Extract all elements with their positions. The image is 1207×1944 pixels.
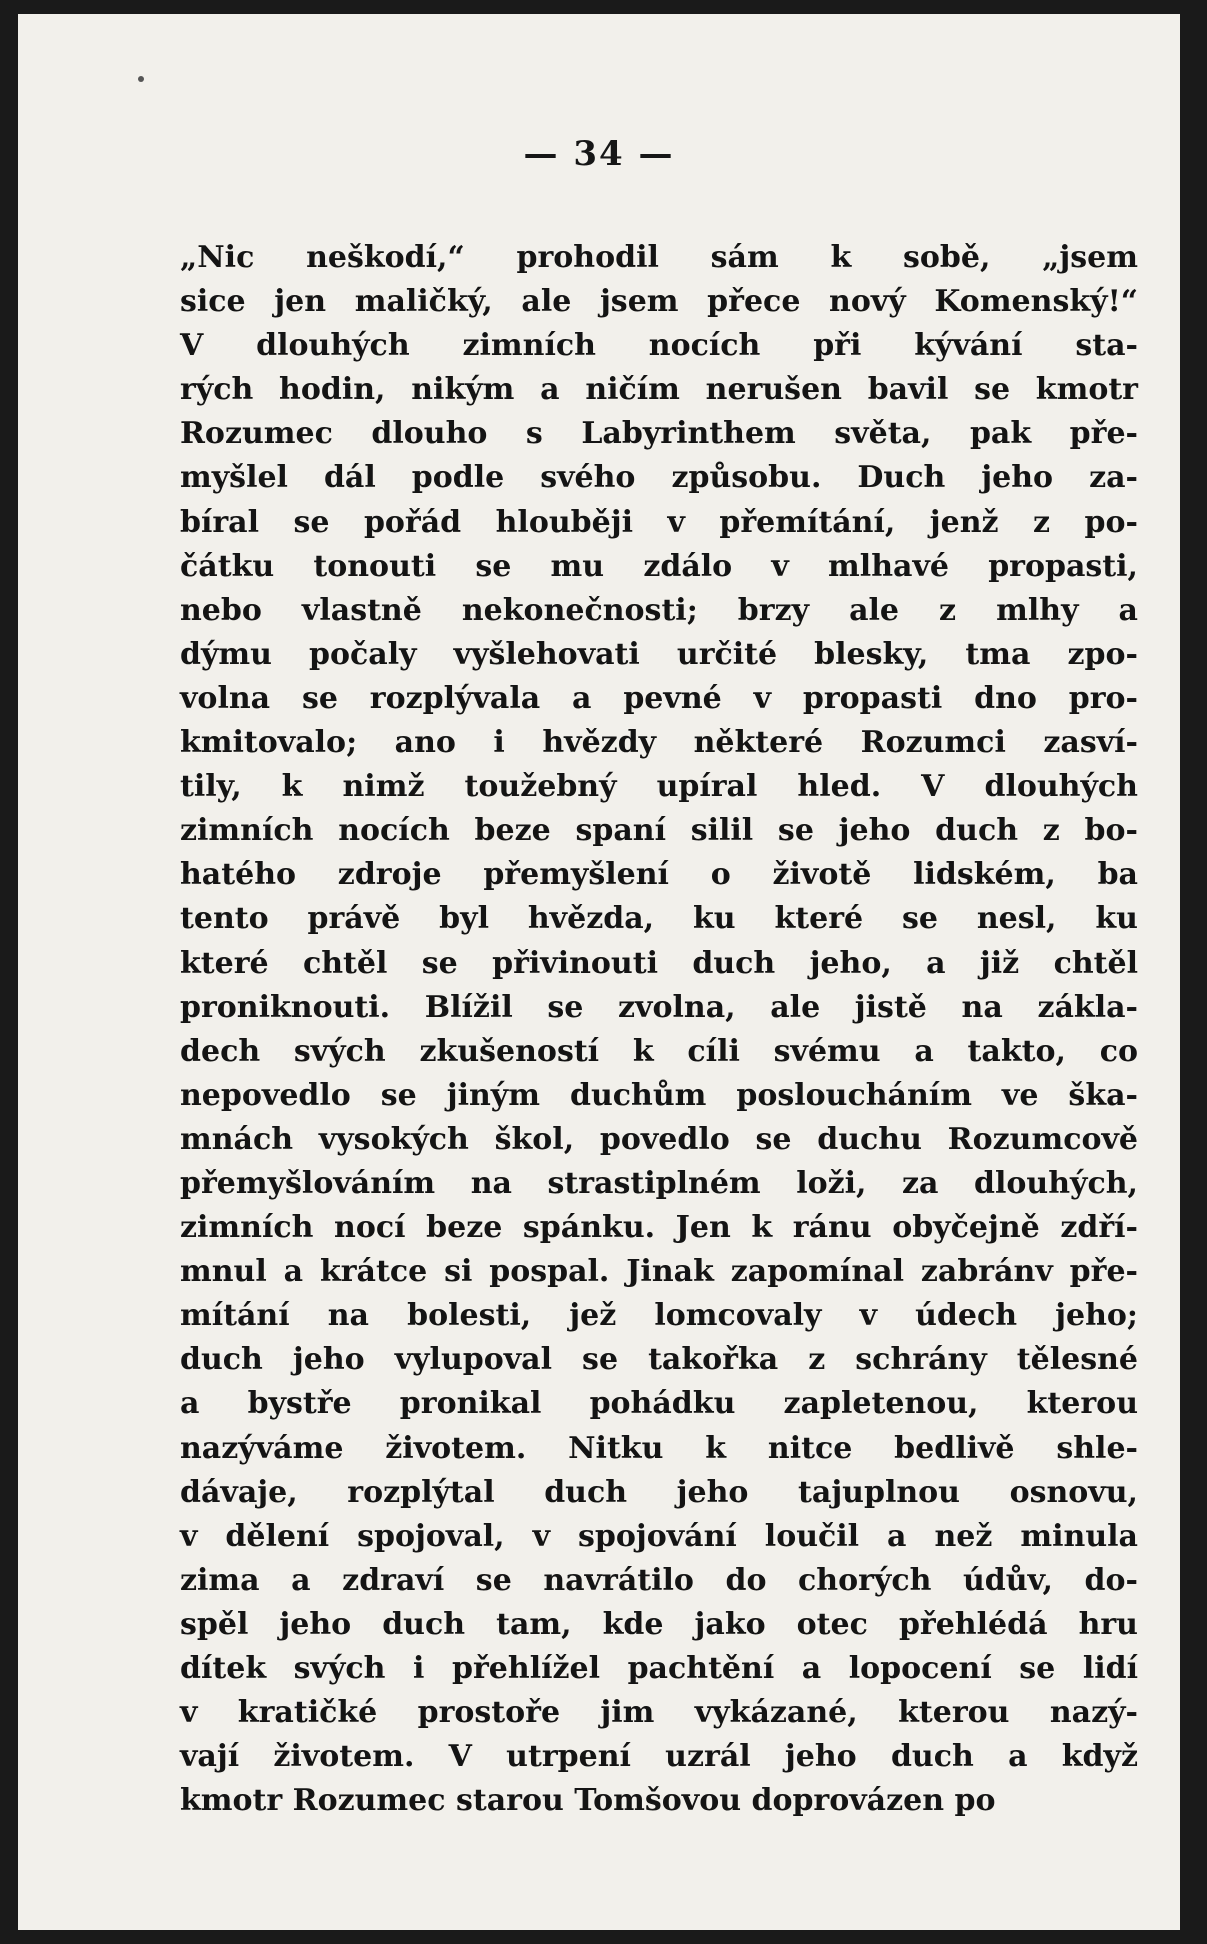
text-line: bíral se pořád hlouběji v přemítání, jenž z po-	[180, 504, 1138, 540]
text-line: mítání na bolesti, jež lomcovaly v údech jeho;	[180, 1298, 1138, 1334]
text-line: mnul a krátce si pospal. Jinak zapomínal zabránv pře-	[180, 1254, 1138, 1290]
text-line: mnách vysokých škol, povedlo se duchu Rozumcově	[180, 1121, 1138, 1157]
text-line: dech svých zkušeností k cíli svému a takto, co	[180, 1033, 1138, 1069]
book-page	[18, 14, 1180, 1930]
text-line: zima a zdraví se navrátilo do chorých údův, do-	[180, 1562, 1138, 1598]
body-text	[180, 236, 1138, 1823]
text-line: kmotr Rozumec starou Tomšovou doprovázen po	[180, 1783, 996, 1819]
text-line: vají životem. V utrpení uzrál jeho duch a když	[180, 1739, 1138, 1775]
text-line: dávaje, rozplýtal duch jeho tajuplnou osnovu,	[180, 1474, 1138, 1510]
text-line: v kratičké prostoře jim vykázané, kterou nazý-	[180, 1695, 1138, 1731]
text-line: zimních nocích beze spaní silil se jeho duch z bo-	[180, 813, 1138, 849]
text-line: nepovedlo se jiným duchům posloucháním ve ška-	[180, 1077, 1138, 1113]
text-line: proniknouti. Blížil se zvolna, ale jistě na zákla-	[180, 989, 1138, 1025]
text-line: Rozumec dlouho s Labyrinthem světa, pak pře-	[180, 416, 1138, 452]
text-line: dýmu počaly vyšlehovati určité blesky, tma zpo-	[180, 636, 1138, 672]
ink-speck	[138, 76, 144, 82]
text-line: volna se rozplývala a pevné v propasti dno pro-	[180, 680, 1138, 716]
text-line: přemyšlováním na strastiplném loži, za dlouhých,	[180, 1165, 1138, 1201]
text-line: nazýváme životem. Nitku k nitce bedlivě shle-	[180, 1430, 1138, 1466]
text-line: dítek svých i přehlížel pachtění a lopocení se lidí	[180, 1651, 1138, 1686]
text-line: spěl jeho duch tam, kde jako otec přehlédá hru	[180, 1606, 1138, 1642]
text-line: kmitovalo; ano i hvězdy některé Rozumci zasví-	[180, 725, 1138, 761]
text-line: sice jen maličký, ale jsem přece nový Komenský!“	[180, 284, 1138, 320]
text-line: V dlouhých zimních nocích při kývání sta-	[180, 328, 1138, 364]
text-line: tento právě byl hvězda, ku které se nesl, ku	[180, 901, 1138, 937]
text-line: zimních nocí beze spánku. Jen k ránu obyčejně zdří-	[180, 1210, 1138, 1246]
text-line: čátku tonouti se mu zdálo v mlhavé propasti,	[180, 548, 1138, 584]
text-line: myšlel dál podle svého způsobu. Duch jeho za-	[180, 460, 1138, 496]
text-line: duch jeho vylupoval se takořka z schrány tělesné	[180, 1342, 1138, 1378]
text-line: v dělení spojoval, v spojování loučil a než minula	[180, 1518, 1138, 1554]
text-line: nebo vlastně nekonečnosti; brzy ale z mlhy a	[180, 592, 1138, 628]
text-line: které chtěl se přivinouti duch jeho, a již chtěl	[180, 945, 1138, 981]
text-line: „Nic neškodí,“ prohodil sám k sobě, „jsem	[180, 240, 1138, 275]
text-line: rých hodin, nikým a ničím nerušen bavil se kmotr	[180, 372, 1138, 408]
page-number: — 34 —	[523, 134, 675, 174]
text-line: tily, k nimž toužebný upíral hled. V dlouhých	[180, 769, 1138, 805]
text-line: hatého zdroje přemyšlení o životě lidském, ba	[180, 857, 1138, 893]
text-line: a bystře pronikal pohádku zapletenou, kterou	[180, 1386, 1138, 1422]
